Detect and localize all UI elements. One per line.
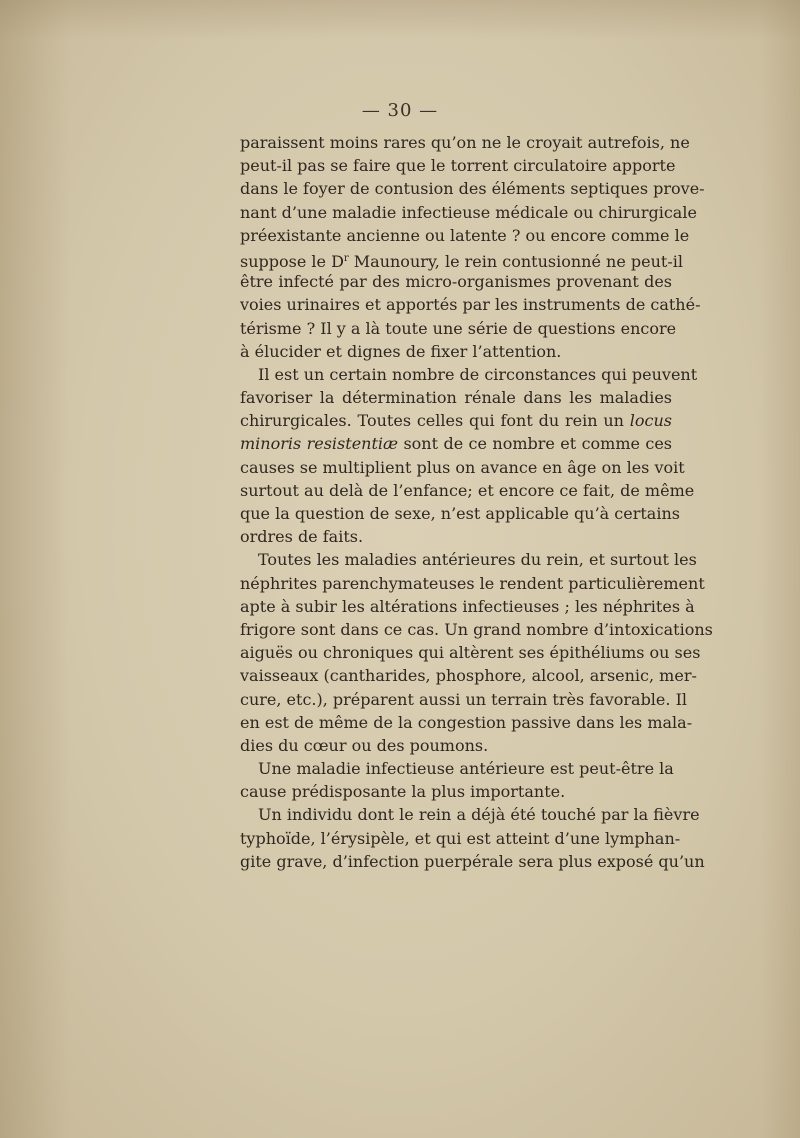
text-fragment: chirurgicales. Toutes celles qui font du rein un bbox=[240, 411, 630, 431]
text-line: favoriser la détermination rénale dans les maladies bbox=[240, 388, 672, 408]
text-line: gite grave, d’infection puerpérale sera plus exposé qu’un bbox=[240, 851, 705, 871]
text-line: ordres de faits. bbox=[240, 527, 364, 547]
text-line: aiguës ou chroniques qui altèrent ses épithéliums ou ses bbox=[240, 643, 701, 663]
text-line: Une maladie infectieuse antérieure est peut-être la bbox=[258, 759, 674, 779]
text-line: Un individu dont le rein a déjà été touché par la fièvre bbox=[258, 805, 700, 825]
text-line: cause prédisposante la plus importante. bbox=[240, 782, 566, 802]
text-line: voies urinaires et apportés par les instruments de cathé- bbox=[240, 295, 701, 315]
text-fragment: Maunoury, le rein contusionné ne peut-il bbox=[348, 251, 683, 271]
text-line: dans le foyer de contusion des éléments septiques prove- bbox=[240, 179, 705, 199]
text-line bbox=[240, 432, 672, 455]
text-line: vaisseaux (cantharides, phosphore, alcool, arsenic, mer- bbox=[240, 666, 697, 686]
text-line: à élucider et dignes de fixer l’attention. bbox=[240, 341, 562, 361]
italic-text: locus bbox=[629, 411, 672, 431]
text-line: apte à subir les altérations infectieuses ; les néphrites à bbox=[240, 596, 695, 616]
superscript: r bbox=[343, 252, 349, 264]
text-fragment: suppose le D bbox=[240, 251, 344, 271]
text-fragment: sont de ce nombre et comme ces bbox=[398, 434, 673, 454]
text-line: Il est un certain nombre de circonstances qui peuvent bbox=[258, 364, 698, 384]
text-line: préexistante ancienne ou latente ? ou encore comme le bbox=[240, 225, 690, 245]
text-line: paraissent moins rares qu’on ne le croyait autrefois, ne bbox=[240, 133, 690, 152]
text-line: frigore sont dans ce cas. Un grand nombre d’intoxications bbox=[240, 619, 713, 639]
text-line: dies du cœur ou des poumons. bbox=[240, 735, 489, 755]
body-text bbox=[240, 131, 713, 873]
paper-shadow-top bbox=[0, 0, 800, 40]
text-line: en est de même de la congestion passive dans les mala- bbox=[240, 712, 693, 732]
text-line: typhoïde, l’érysipèle, et qui est atteint d’une lymphan- bbox=[240, 828, 681, 848]
text-line: peut-il pas se faire que le torrent circulatoire apporte bbox=[240, 156, 676, 176]
text-line: cure, etc.), préparent aussi un terrain très favorable. Il bbox=[240, 689, 687, 709]
text-line bbox=[240, 247, 683, 271]
text-line: être infecté par des micro-organismes provenant des bbox=[240, 272, 672, 292]
page-number: — 30 — bbox=[361, 100, 439, 121]
text-line: que la question de sexe, n’est applicable qu’à certains bbox=[240, 504, 680, 523]
italic-text: minoris resistentiæ bbox=[240, 434, 399, 454]
text-line: térisme ? Il y a là toute une série de questions encore bbox=[240, 318, 677, 338]
paper-shadow-right bbox=[760, 0, 800, 1138]
text-line: nant d’une maladie infectieuse médicale ou chirurgicale bbox=[240, 202, 697, 222]
text-line: Toutes les maladies antérieures du rein, et surtout les bbox=[258, 550, 697, 570]
text-line: surtout au delà de l’enfance; et encore ce fait, de même bbox=[240, 480, 695, 500]
text-line: causes se multiplient plus on avance en âge on les voit bbox=[240, 457, 685, 477]
paper-shadow-left bbox=[0, 0, 70, 1138]
text-line bbox=[240, 409, 672, 432]
text-line: néphrites parenchymateuses le rendent particulièrement bbox=[240, 573, 705, 593]
